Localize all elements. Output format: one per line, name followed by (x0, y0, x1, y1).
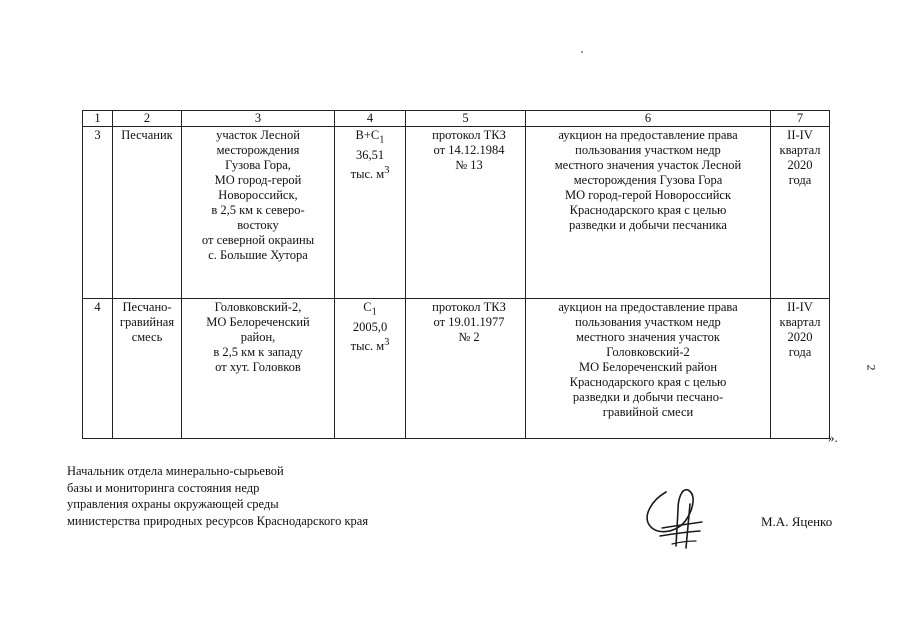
mineral-line: Песчано- (122, 300, 172, 314)
header-cell: 3 (182, 111, 335, 127)
reserves-unit: тыс. $м^3$ (350, 164, 390, 181)
header-cell: 5 (406, 111, 526, 127)
period-line: 2020 (787, 158, 813, 172)
location-line: МО город-герой (214, 173, 302, 187)
reserves-category: $C_1$ (363, 300, 377, 318)
header-cell: 7 (771, 111, 830, 127)
location-line: Новороссийск, (218, 188, 298, 202)
method-line: пользования участком недр (575, 143, 721, 157)
period-line: II-IV (787, 128, 813, 142)
signatory-title-line: управления охраны окружающей среды (67, 497, 279, 511)
protocol-cell (406, 299, 526, 439)
header-cell: 4 (335, 111, 406, 127)
header-cell: 1 (83, 111, 113, 127)
method-cell (526, 127, 771, 299)
period-line: 2020 (787, 330, 813, 344)
reserves-cell (335, 299, 406, 439)
reserves-category: $B+C_1$ (355, 128, 385, 146)
location-line: в 2,5 км к северо- (211, 203, 305, 217)
mineral-line: гравийная (119, 315, 175, 329)
row-number: 3 (83, 127, 113, 299)
mineral-cell (113, 127, 182, 299)
location-line: от хут. Головков (215, 360, 301, 374)
handwritten-signature (638, 484, 718, 554)
protocol-line: протокол ТКЗ (432, 128, 506, 142)
method-line: месторождения Гузова Гора (573, 173, 723, 187)
row-number: 4 (83, 299, 113, 439)
method-line: аукцион на предоставление права (558, 128, 738, 142)
protocol-line: от 14.12.1984 (433, 143, 505, 157)
auction-table (82, 110, 830, 439)
period-line: квартал (779, 143, 821, 157)
mineral-line: смесь (131, 330, 163, 344)
table-header-row (83, 111, 830, 127)
location-line: востоку (237, 218, 279, 232)
method-line: Краснодарского края с целью (569, 203, 727, 217)
header-cell: 2 (113, 111, 182, 127)
protocol-line: № 13 (455, 158, 483, 172)
page-number: 2 (864, 364, 879, 371)
protocol-line: № 2 (458, 330, 480, 344)
method-line: Краснодарского края с целью (569, 375, 727, 389)
location-line: с. Большие Хутора (208, 248, 308, 262)
scan-speck (581, 51, 583, 53)
location-cell (182, 127, 335, 299)
signatory-title-line: министерства природных ресурсов Краснодарского края (67, 513, 369, 528)
table-row (83, 299, 830, 439)
mineral-cell (113, 299, 182, 439)
location-line: участок Лесной (216, 128, 300, 142)
signer-name: М.А. Яценко (761, 514, 833, 529)
method-line: гравийной смеси (602, 405, 694, 419)
location-cell (182, 299, 335, 439)
method-line: МО город-герой Новороссийск (564, 188, 732, 202)
period-cell (771, 127, 830, 299)
location-line: район, (240, 330, 276, 344)
method-line: аукцион на предоставление права (558, 300, 738, 314)
location-line: месторождения (216, 143, 300, 157)
signatory-title (67, 463, 368, 529)
signatory-title-line: Начальник отдела минерально-сырьевой (67, 464, 284, 478)
period-line: II-IV (787, 300, 813, 314)
reserves-cell (335, 127, 406, 299)
location-line: Головковский-2, (214, 300, 302, 314)
method-line: пользования участком недр (575, 315, 721, 329)
period-cell (771, 299, 830, 439)
period-line: года (788, 345, 812, 359)
protocol-cell (406, 127, 526, 299)
location-line: в 2,5 км к западу (213, 345, 303, 359)
period-line: года (788, 173, 812, 187)
method-line: разведки и добычи песчано- (572, 390, 724, 404)
location-line: МО Белореченский (206, 315, 310, 329)
method-line: Головковский-2 (606, 345, 690, 359)
location-line: от северной окраины (201, 233, 315, 247)
protocol-line: протокол ТКЗ (432, 300, 506, 314)
period-line: квартал (779, 315, 821, 329)
protocol-line: от 19.01.1977 (433, 315, 505, 329)
reserves-value: 36,51 (355, 147, 385, 162)
location-line: Гузова Гора, (225, 158, 291, 172)
method-line: местного значения участок Лесной (554, 158, 742, 172)
reserves-unit: тыс. $м^3$ (350, 336, 390, 353)
method-line: разведки и добычи песчаника (569, 218, 727, 232)
mineral-line: Песчаник (121, 128, 173, 142)
method-cell (526, 299, 771, 439)
header-cell: 6 (526, 111, 771, 127)
table-row (83, 127, 830, 299)
method-line: местного значения участок (576, 330, 720, 344)
signatory-title-line: базы и мониторинга состояния недр (67, 480, 260, 495)
method-line: МО Белореченский район (578, 360, 718, 374)
closing-quote: ». (828, 430, 838, 445)
reserves-value: 2005,0 (352, 319, 388, 334)
